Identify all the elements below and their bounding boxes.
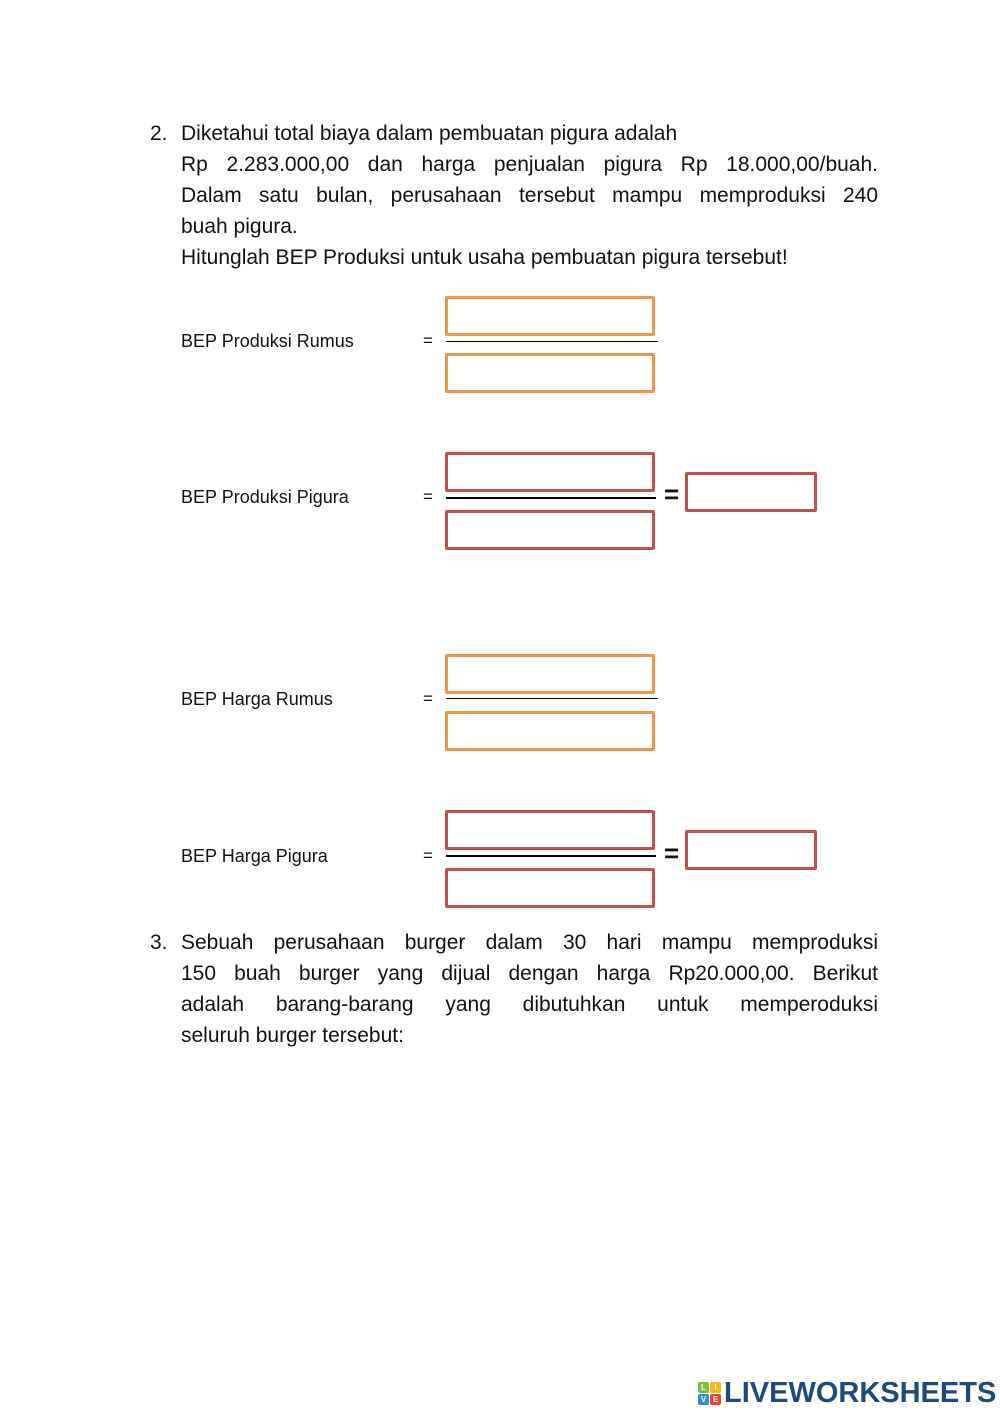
fraction-bar: [446, 497, 656, 499]
question-text: Sebuah perusahaan burger dalam 30 hari mampu memproduksi: [181, 931, 878, 954]
result-input[interactable]: [685, 472, 817, 512]
question-text: Rp 2.283.000,00 dan harga penjualan pigura Rp 18.000,00/buah.: [181, 153, 878, 176]
denominator-input[interactable]: [445, 353, 655, 393]
numerator-input[interactable]: [445, 810, 655, 850]
result-equals-sign: =: [664, 838, 680, 868]
fraction-bar: [446, 855, 656, 857]
question-text: Diketahui total biaya dalam pembuatan pigura adalah: [181, 122, 678, 145]
logo-tiles-icon: [698, 1382, 721, 1405]
equals-sign: =: [423, 487, 433, 506]
question-text: buah pigura.: [181, 215, 298, 238]
result-input[interactable]: [685, 830, 817, 870]
row-label: BEP Harga Rumus: [181, 689, 333, 709]
row-label: BEP Produksi Rumus: [181, 331, 354, 351]
equals-sign: =: [423, 846, 433, 865]
equals-sign: =: [423, 689, 433, 708]
numerator-input[interactable]: [445, 296, 655, 336]
numerator-input[interactable]: [445, 654, 655, 694]
question-text: seluruh burger tersebut:: [181, 1024, 404, 1047]
logo-tile: V: [698, 1394, 709, 1405]
question-number: 2.: [150, 122, 168, 145]
row-label: BEP Harga Pigura: [181, 846, 328, 866]
question-text: 150 buah burger yang dijual dengan harga Rp20.000,00. Berikut: [181, 962, 878, 985]
numerator-input[interactable]: [445, 452, 655, 492]
question-text: Hitunglah BEP Produksi untuk usaha pembuatan pigura tersebut!: [181, 246, 788, 269]
logo-tile: I: [710, 1382, 721, 1393]
logo-text: LIVEWORKSHEETS: [724, 1377, 997, 1409]
denominator-input[interactable]: [445, 510, 655, 550]
equals-sign: =: [423, 331, 433, 350]
logo-tile: E: [710, 1394, 721, 1405]
row-label: BEP Produksi Pigura: [181, 487, 349, 507]
denominator-input[interactable]: [445, 711, 655, 751]
fraction-bar: [446, 698, 658, 699]
logo-tile: L: [698, 1382, 709, 1393]
question-text: adalah barang-barang yang dibutuhkan untuk memperoduksi: [181, 993, 878, 1016]
question-number: 3.: [150, 931, 168, 954]
liveworksheets-logo: [698, 1377, 996, 1410]
denominator-input[interactable]: [445, 868, 655, 908]
fraction-bar: [446, 341, 658, 342]
result-equals-sign: =: [664, 479, 680, 509]
question-text: Dalam satu bulan, perusahaan tersebut mampu memproduksi 240: [181, 184, 878, 207]
